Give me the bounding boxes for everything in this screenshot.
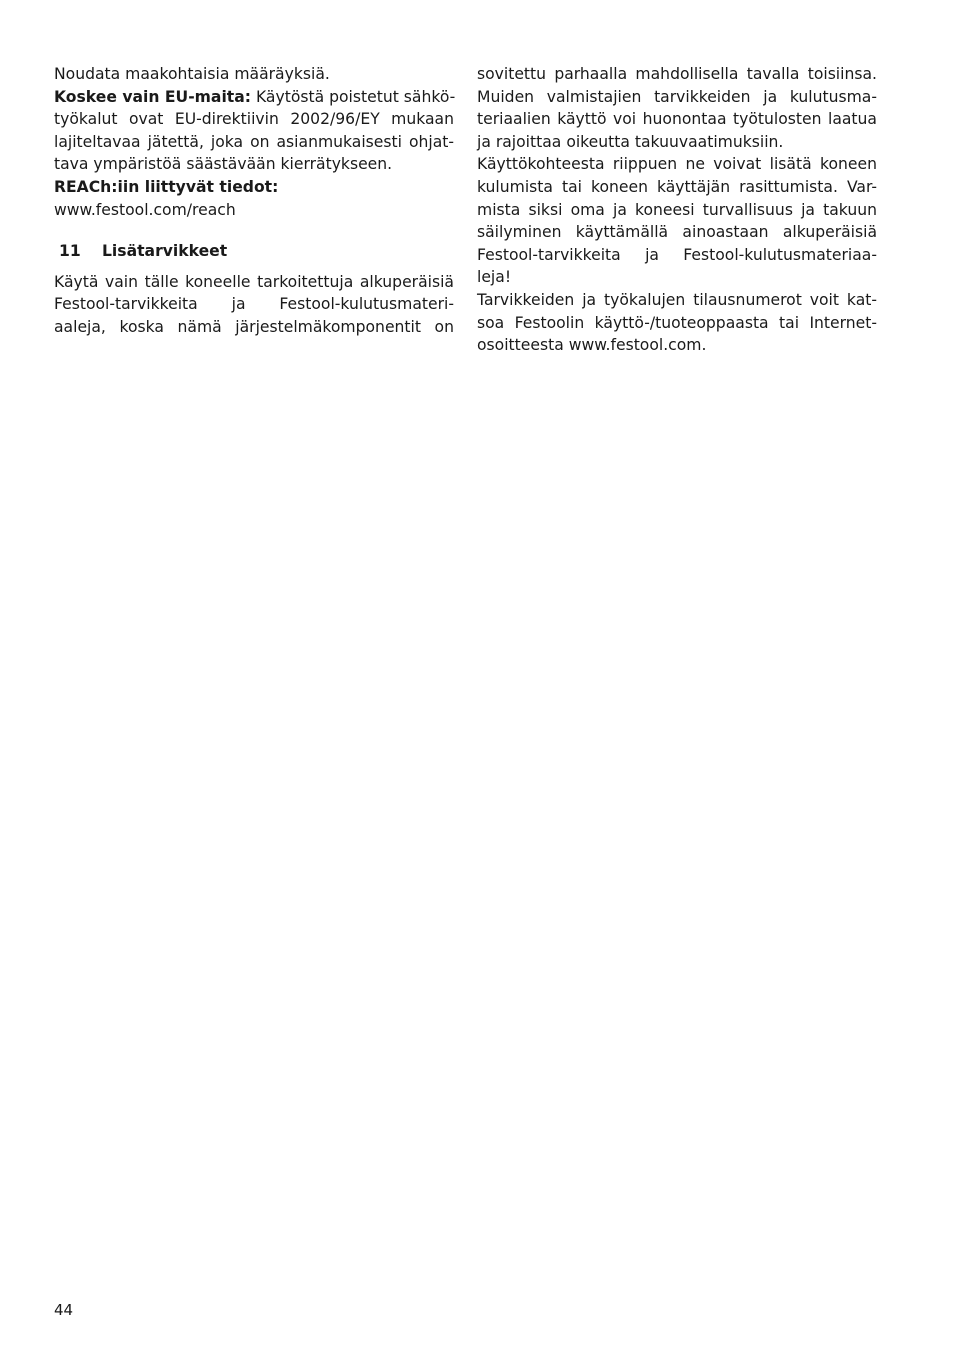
country-regulations-text — [54, 63, 454, 86]
text-line: osoitteesta www.festool.com. — [477, 336, 707, 355]
text-line — [54, 86, 454, 109]
text-line: tava ympäristöä säästävään kierrätykseen. — [54, 155, 393, 174]
text-line: Festool-tarvikkeita ja Festool-kulutusmateriaa- — [477, 245, 877, 264]
reach-url: www.festool.com/reach — [54, 200, 236, 219]
eu-disposal-paragraph — [54, 86, 454, 176]
text-line: ja rajoittaa oikeutta takuuvaatimuksiin. — [477, 132, 784, 151]
section-title: Lisätarvikkeet — [102, 242, 228, 261]
text-line: soa Festoolin käyttö-/tuoteoppaasta tai Internet- — [477, 313, 877, 332]
text-line: teriaalien käyttö voi huonontaa työtulosten laatua — [477, 110, 877, 129]
reach-paragraph — [54, 176, 454, 221]
text-line: Käyttökohteesta riippuen ne voivat lisätä koneen — [477, 155, 877, 174]
text-line: Tarvikkeiden ja työkalujen tilausnumerot voit kat- — [477, 290, 877, 309]
text-line: sovitettu parhaalla mahdollisella tavalla toisiinsa. — [477, 65, 877, 83]
section-heading — [54, 240, 454, 263]
text-line: lajiteltavaa jätettä, joka on asianmukaisesti ohjat- — [54, 132, 454, 151]
reach-label: REACh:iin liittyvät tiedot: — [54, 177, 279, 196]
page-number: 44 — [54, 1301, 74, 1319]
right-column — [477, 63, 877, 357]
text-line: Käytä vain tälle koneelle tarkoitettuja alkuperäisiä — [54, 272, 454, 291]
text-line: kulumista tai koneen käyttäjän rasittumista. Var- — [477, 177, 877, 196]
wear-warning-paragraph — [477, 153, 877, 289]
accessories-continued-paragraph — [477, 63, 877, 153]
order-numbers-paragraph — [477, 289, 877, 357]
eu-label: Koskee vain EU-maita: — [54, 87, 252, 106]
text-line: Noudata maakohtaisia määräyksiä. — [54, 65, 330, 83]
text-line: Festool-tarvikkeita ja Festool-kulutusmateri- — [54, 295, 454, 314]
text-line: Muiden valmistajien tarvikkeiden ja kulutusma- — [477, 87, 877, 106]
text-line: aaleja, koska nämä järjestelmäkomponentit on — [54, 317, 454, 336]
left-column — [54, 63, 454, 339]
accessories-paragraph — [54, 271, 454, 339]
text-line: säilyminen käyttämällä ainoastaan alkuperäisiä — [477, 223, 877, 242]
text-line: mista siksi oma ja koneesi turvallisuus ja takuun — [477, 200, 877, 219]
text-line: leja! — [477, 268, 512, 287]
eu-text: Käytöstä poistetut sähkö- — [251, 87, 456, 106]
text-line: työkalut ovat EU-direktiivin 2002/96/EY mukaan — [54, 110, 454, 129]
section-number: 11 — [59, 242, 81, 261]
